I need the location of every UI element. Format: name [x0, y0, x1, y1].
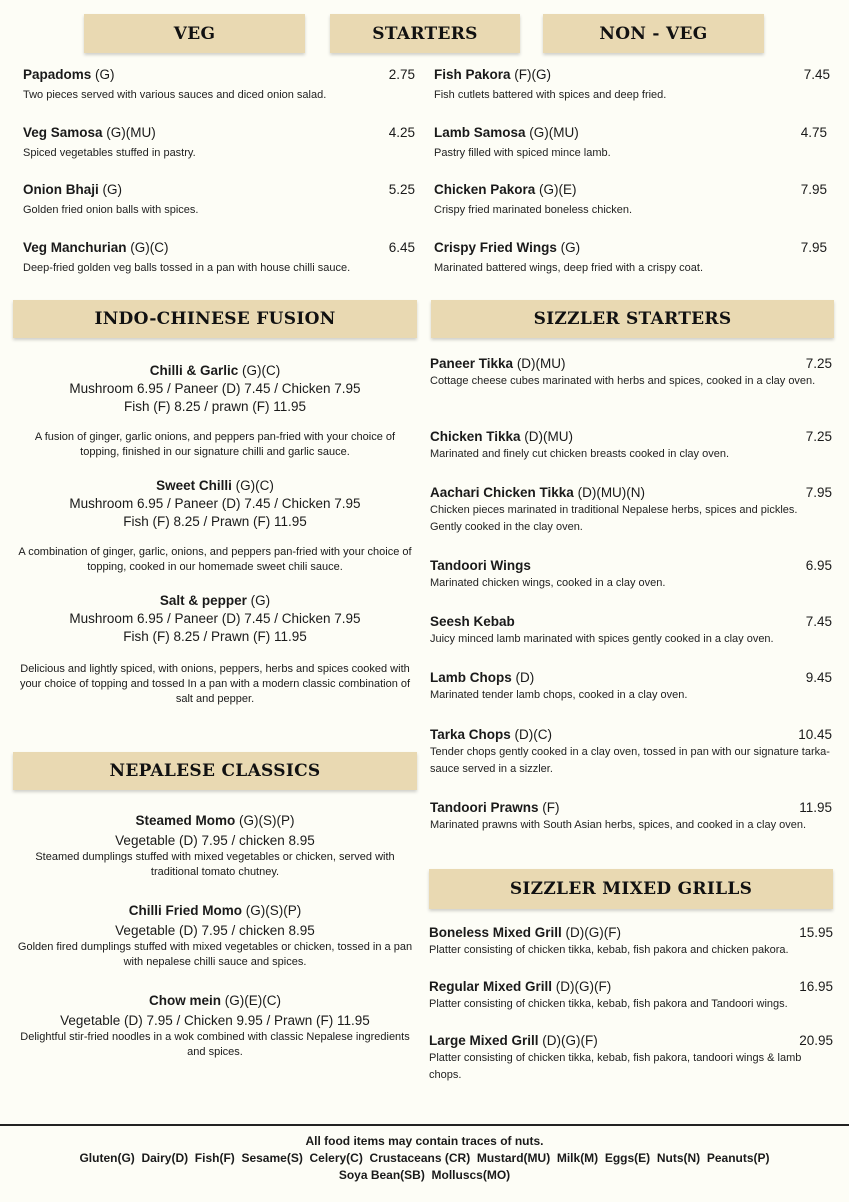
item-prices: Mushroom 6.95 / Paneer (D) 7.45 / Chicken 7.95: [69, 611, 361, 626]
menu-item-chicken-pakora: [434, 182, 827, 218]
item-name: Lamb Chops (D): [430, 670, 535, 685]
item-price: 2.75: [388, 67, 415, 82]
menu-item-tarka-chops: [430, 727, 832, 778]
item-name: Regular Mixed Grill (D)(G)(F): [429, 979, 612, 994]
item-description: Marinated and finely cut chicken breasts cooked in clay oven.: [430, 448, 729, 460]
header-non-veg: NON - VEG: [543, 14, 764, 53]
item-price: 11.95: [799, 800, 832, 815]
item-name: Fish Pakora (F)(G): [434, 67, 552, 82]
allergen-key: Gluten(G) Dairy(D) Fish(F) Sesame(S) Celery(C) Crustaceans (CR) Mustard(MU) Milk(M) Eggs(E) Nuts(N) Peanuts(P): [79, 1151, 770, 1165]
item-name: Tandoori Wings: [430, 558, 531, 573]
item-description: Golden fired dumplings stuffed with mixed vegetables or chicken, tossed in a pan with nepalese chilli sauce and spices.: [17, 941, 413, 968]
item-price: 7.45: [803, 67, 830, 82]
item-price: 7.25: [805, 429, 832, 444]
item-description: A combination of ginger, garlic, onions, and peppers pan-fried with your choice of topping, cooked in our homemade sweet chili sauce.: [18, 546, 412, 573]
item-name: Paneer Tikka (D)(MU): [430, 356, 566, 371]
item-description: Marinated prawns with South Asian herbs, spices, and cooked in a clay oven.: [430, 819, 807, 831]
item-description: Marinated tender lamb chops, cooked in a clay oven.: [430, 689, 688, 701]
item-name: Seesh Kebab: [430, 614, 515, 629]
item-price: 7.95: [805, 485, 832, 500]
item-name: Tandoori Prawns (F): [430, 800, 560, 815]
item-description: Platter consisting of chicken tikka, kebab, fish pakora and chicken pakora.: [429, 944, 789, 956]
item-name: Chicken Pakora (G)(E): [434, 182, 577, 197]
allergen-key-continued: Soya Bean(SB) Molluscs(MO): [338, 1168, 511, 1182]
menu-item-sweet-chilli: [14, 477, 416, 575]
item-description: Steamed dumplings stuffed with mixed vegetables or chicken, served with traditional tomato chutney.: [35, 851, 395, 878]
item-price: 4.75: [800, 125, 827, 140]
menu-item-crispy-fried-wings: [434, 240, 827, 276]
item-price: 6.45: [388, 240, 415, 255]
item-name: Onion Bhaji (G): [23, 182, 122, 197]
item-name: Chilli Fried Momo (G)(S)(P): [128, 903, 302, 918]
menu-item-onion-bhaji: [23, 182, 415, 218]
menu-item-aachari-chicken-tikka: [430, 485, 832, 536]
item-price: 16.95: [799, 979, 833, 994]
item-description: Fish cutlets battered with spices and deep fried.: [434, 89, 667, 101]
item-name: Crispy Fried Wings (G): [434, 240, 581, 255]
item-description: Deep-fried golden veg balls tossed in a pan with house chilli sauce.: [23, 262, 351, 274]
menu-item-salt-pepper: [14, 592, 416, 707]
item-prices: Fish (F) 8.25 / prawn (F) 11.95: [123, 399, 307, 414]
menu-item-tandoori-wings: [430, 558, 832, 592]
header-veg: VEG: [84, 14, 305, 53]
item-description: Spiced vegetables stuffed in pastry.: [23, 147, 196, 159]
item-name: Chilli & Garlic (G)(C): [149, 363, 281, 378]
item-name: Lamb Samosa (G)(MU): [434, 125, 579, 140]
item-description: A fusion of ginger, garlic onions, and peppers pan-fried with your choice of topping, finished in our signature chilli and garlic sauce.: [34, 431, 396, 458]
header-starters: STARTERS: [330, 14, 520, 53]
item-description: Marinated chicken wings, cooked in a clay oven.: [430, 577, 666, 589]
menu-item-regular-mixed-grill: [429, 979, 833, 1013]
item-name: Aachari Chicken Tikka (D)(MU)(N): [430, 485, 646, 500]
header-sizzler-starters: SIZZLER STARTERS: [431, 300, 834, 338]
header-sizzler-mixed-grills: SIZZLER MIXED GRILLS: [429, 869, 833, 909]
header-nepalese-classics: NEPALESE CLASSICS: [13, 752, 417, 790]
item-price: 10.45: [798, 727, 832, 742]
menu-item-veg-manchurian: [23, 240, 415, 276]
menu-item-papadoms: [23, 67, 415, 103]
menu-item-fish-pakora: [434, 67, 830, 103]
item-price: 5.25: [388, 182, 415, 197]
item-price: 4.25: [388, 125, 415, 140]
item-name: Veg Manchurian (G)(C): [23, 240, 169, 255]
item-prices: Mushroom 6.95 / Paneer (D) 7.45 / Chicken 7.95: [69, 496, 361, 511]
item-name: Chow mein (G)(E)(C): [149, 993, 281, 1008]
item-price: 15.95: [799, 925, 833, 940]
item-price: 7.95: [800, 182, 827, 197]
item-price: 7.25: [805, 356, 832, 371]
item-name: Salt & pepper (G): [159, 593, 271, 608]
item-prices: Vegetable (D) 7.95 / chicken 8.95: [115, 833, 315, 848]
item-name: Chicken Tikka (D)(MU): [430, 429, 574, 444]
item-prices: Vegetable (D) 7.95 / Chicken 9.95 / Prawn (F) 11.95: [60, 1013, 370, 1028]
item-name: Veg Samosa (G)(MU): [23, 125, 156, 140]
item-description: Juicy minced lamb marinated with spices gently cooked in a clay oven.: [430, 633, 774, 645]
menu-item-lamb-chops: [430, 670, 832, 704]
item-description: Tender chops gently cooked in a clay oven, tossed in pan with our signature tarka-sauce served in a sizzler.: [430, 746, 830, 775]
item-description: Marinated battered wings, deep fried with a crispy coat.: [434, 262, 704, 274]
menu-item-chow-mein: [14, 992, 416, 1060]
menu-item-lamb-samosa: [434, 125, 827, 161]
item-prices: Fish (F) 8.25 / Prawn (F) 11.95: [123, 514, 307, 529]
item-description: Delicious and lightly spiced, with onions, peppers, herbs and spices cooked with your choice of topping and tossed In a pan with a modern classic combination of salt and pepper.: [19, 663, 411, 705]
item-prices: Mushroom 6.95 / Paneer (D) 7.45 / Chicken 7.95: [69, 381, 361, 396]
item-name: Tarka Chops (D)(C): [430, 727, 553, 742]
item-name: Steamed Momo (G)(S)(P): [135, 813, 295, 828]
item-name: Large Mixed Grill (D)(G)(F): [429, 1033, 598, 1048]
menu-item-large-mixed-grill: [429, 1033, 833, 1084]
item-prices: Vegetable (D) 7.95 / chicken 8.95: [115, 923, 315, 938]
item-description: Platter consisting of chicken tikka, kebab, fish pakora and Tandoori wings.: [429, 998, 788, 1010]
item-price: 6.95: [805, 558, 832, 573]
item-name: Sweet Chilli (G)(C): [156, 478, 274, 493]
menu-item-steamed-momo: [14, 812, 416, 880]
menu-item-veg-samosa: [23, 125, 415, 161]
item-description: Pastry filled with spiced mince lamb.: [434, 147, 611, 159]
item-description: Cottage cheese cubes marinated with herbs and spices, cooked in a clay oven.: [430, 375, 816, 387]
item-name: Boneless Mixed Grill (D)(G)(F): [429, 925, 622, 940]
menu-item-chilli-garlic: [14, 362, 416, 460]
item-description: Crispy fried marinated boneless chicken.: [434, 204, 633, 216]
menu-item-chilli-fried-momo: [14, 902, 416, 970]
item-prices: Fish (F) 8.25 / Prawn (F) 11.95: [123, 629, 307, 644]
nuts-warning: All food items may contain traces of nuts.: [305, 1134, 544, 1148]
menu-item-tandoori-prawns: [430, 800, 832, 834]
item-price: 7.95: [800, 240, 827, 255]
menu-item-chicken-tikka: [430, 429, 832, 463]
menu-item-paneer-tikka: [430, 356, 832, 390]
menu-item-seesh-kebab: [430, 614, 832, 648]
item-description: Golden fried onion balls with spices.: [23, 204, 199, 216]
allergen-footer: [0, 1124, 849, 1202]
item-description: Platter consisting of chicken tikka, kebab, fish pakora, tandoori wings & lamb chops.: [429, 1052, 802, 1081]
item-price: 9.45: [805, 670, 832, 685]
item-description: Two pieces served with various sauces and diced onion salad.: [23, 89, 327, 101]
item-description: Delightful stir-fried noodles in a wok combined with classic Nepalese ingredients and spices.: [20, 1031, 410, 1058]
item-description: Chicken pieces marinated in traditional Nepalese herbs, spices and pickles. Gently cooked in the clay oven.: [430, 504, 798, 533]
item-price: 7.45: [805, 614, 832, 629]
menu-item-boneless-mixed-grill: [429, 925, 833, 959]
item-name: Papadoms (G): [23, 67, 115, 82]
item-price: 20.95: [799, 1033, 833, 1048]
header-indo-chinese-fusion: INDO-CHINESE FUSION: [13, 300, 417, 338]
